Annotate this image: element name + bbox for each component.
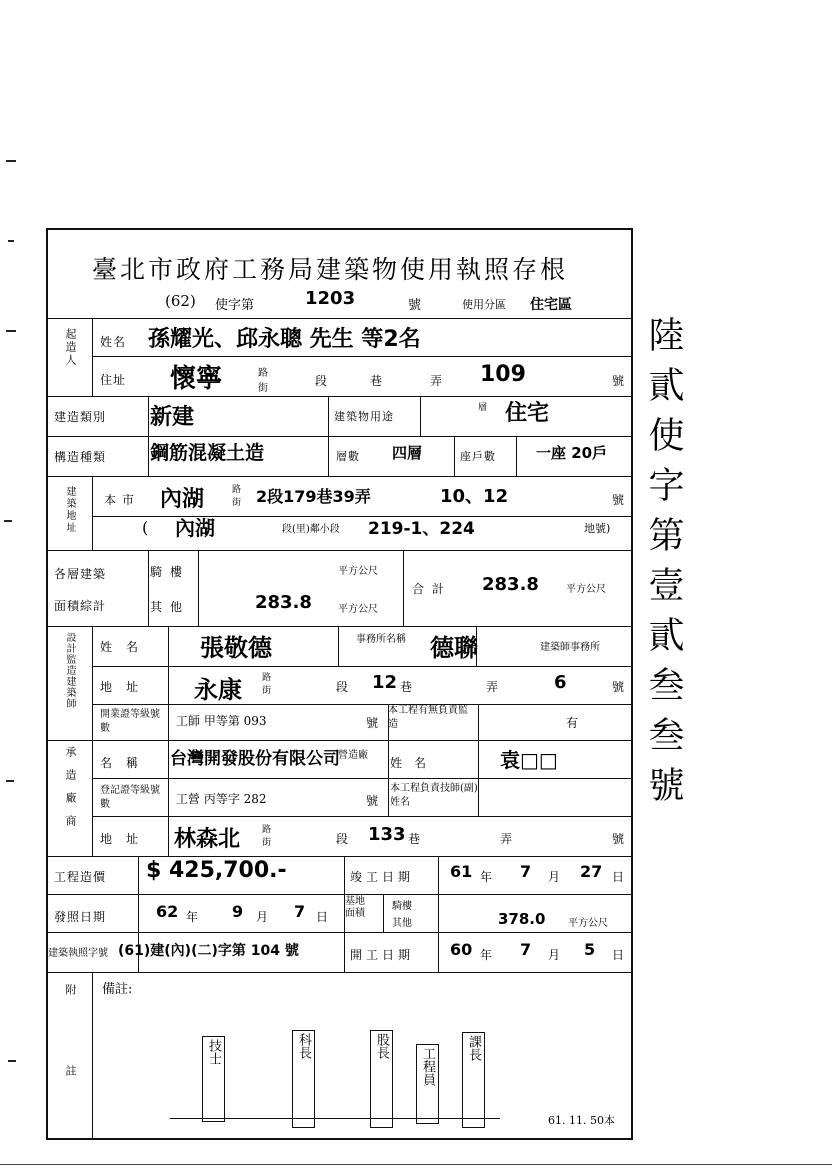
- location-city: 本市: [104, 493, 141, 507]
- applicant-address-unit4: 弄: [430, 374, 443, 388]
- designer-office-label: 事務所名稱: [356, 634, 406, 645]
- applicant-address-unit2: 段: [315, 374, 328, 388]
- contractor-address-road: 林森北: [174, 827, 241, 852]
- issue-month: 9: [232, 902, 244, 921]
- use-label: 建築物用途: [334, 410, 394, 423]
- designer-name-value: 張敬德: [200, 634, 272, 662]
- permit-year: (62): [165, 292, 196, 310]
- applicant-address-unit3: 巷: [370, 374, 383, 388]
- designer-office-suffix: 建築師事務所: [540, 642, 600, 653]
- arcade-unit: 平方公尺: [338, 566, 378, 577]
- contractor-address-unit5: 號: [612, 832, 625, 846]
- start-day-unit: 日: [612, 948, 625, 962]
- use-value: 住宅: [505, 401, 550, 426]
- designer-address-unit1: 路街: [262, 673, 272, 696]
- area-other-label: 其他: [150, 600, 191, 614]
- location-lot-unit: 地號): [584, 522, 611, 535]
- location-lot-label: 段(里)鄰小段: [282, 524, 340, 535]
- site-other-label: 其他: [392, 918, 412, 929]
- floors-label: 層數: [336, 450, 360, 463]
- structure-label: 構造種類: [54, 450, 107, 464]
- location-section-label: 建築地址: [64, 486, 75, 534]
- contractor-tech-label: 本工程負責技師(副)姓名: [390, 783, 478, 808]
- designer-supervise-label: 本工程有無負責監造: [388, 705, 468, 730]
- issue-label: 發照日期: [54, 910, 107, 924]
- signature-stamps: [170, 1030, 520, 1134]
- applicant-address-road: 懷寧: [170, 364, 223, 394]
- applicant-address-label: 住址: [100, 373, 127, 387]
- location-house-no: 10、12: [440, 486, 509, 507]
- completion-label: 竣工日期: [350, 870, 415, 884]
- contractor-name-value: 台灣開發股份有限公司: [170, 749, 340, 769]
- start-year: 60: [450, 940, 473, 959]
- applicant-address-no: 109: [480, 362, 526, 387]
- contractor-address-lane: 133: [368, 824, 406, 845]
- stamp-4: 工程員: [416, 1044, 439, 1124]
- designer-section-label: 設計監造建築師: [64, 632, 75, 709]
- completion-year: 61: [450, 862, 473, 881]
- scan-mark: [8, 1060, 16, 1062]
- permit-number: 1203: [305, 288, 356, 309]
- area-total-label: 合計: [412, 582, 453, 596]
- contractor-address-label: 地址: [100, 832, 153, 846]
- permit-no-label: 建築執照字號: [48, 948, 108, 959]
- contractor-reg-value: 工營 丙等字 282: [176, 792, 267, 806]
- designer-license-label: 開業證等級號數: [100, 709, 160, 734]
- designer-address-label: 地址: [100, 680, 153, 694]
- site-value: 378.0: [498, 910, 546, 928]
- completion-day: 27: [580, 862, 603, 881]
- contractor-person-label: 姓名: [390, 756, 439, 770]
- designer-license-suffix: 號: [366, 716, 379, 730]
- contractor-reg-suffix: 號: [366, 794, 379, 808]
- permit-no-value: (61)建(內)(二)字第 104 號: [118, 943, 299, 959]
- contractor-section-label: 承造廠商: [64, 746, 77, 838]
- contractor-reg-label: 登記證等級號數: [100, 785, 160, 810]
- issue-year-unit: 年: [186, 910, 199, 924]
- category-label: 建造類別: [54, 410, 107, 424]
- floors-value: 四層: [392, 444, 423, 462]
- site-unit: 平方公尺: [568, 918, 608, 929]
- zone-label: 使用分區: [462, 298, 506, 311]
- stamp-3: 股長: [370, 1030, 393, 1128]
- designer-office-value: 德聯: [430, 634, 478, 662]
- area-other-unit: 平方公尺: [338, 604, 378, 615]
- issue-day: 7: [294, 902, 306, 921]
- location-paren: (: [142, 518, 149, 537]
- location-lot-value: 219-1、224: [368, 519, 475, 539]
- designer-license-value: 工師 甲等第 093: [176, 714, 267, 728]
- location-line1: 2段179巷39弄: [256, 487, 371, 506]
- applicant-address-unit1: 路街: [258, 368, 268, 394]
- designer-supervise-value: 有: [566, 716, 579, 730]
- units-value: 一座 20戶: [536, 444, 608, 462]
- location-road: 內湖: [160, 487, 205, 512]
- location-house-unit: 號: [612, 493, 625, 507]
- contractor-address-unit3: 巷: [408, 832, 421, 846]
- area-other-value: 283.8: [255, 592, 312, 613]
- designer-address-unit3: 巷: [400, 680, 413, 694]
- permit-char-label: 使字第: [215, 298, 255, 313]
- issue-month-unit: 月: [256, 910, 269, 924]
- arcade-label: 騎樓: [150, 565, 191, 579]
- scan-mark: [6, 780, 14, 782]
- start-label: 開工日期: [350, 948, 415, 962]
- side-annotation: 陸貳使字第壹貳叁叁號: [643, 316, 684, 816]
- start-day: 5: [584, 940, 596, 959]
- designer-address-lane: 12: [372, 672, 398, 693]
- footer-code: 61. 11. 50本: [548, 1114, 615, 1127]
- scan-mark: [6, 330, 16, 332]
- area-label-1: 各層建築: [54, 567, 107, 581]
- contractor-address-unit4: 弄: [500, 832, 513, 846]
- cost-label: 工程造價: [54, 870, 107, 884]
- issue-day-unit: 日: [316, 910, 329, 924]
- site-arcade-label: 騎樓: [392, 901, 412, 912]
- stamp-1: 技士: [202, 1036, 225, 1122]
- location-district: 內湖: [175, 516, 215, 540]
- stamp-2: 科長: [292, 1030, 315, 1128]
- completion-year-unit: 年: [480, 870, 493, 884]
- start-month-unit: 月: [548, 948, 561, 962]
- area-label-2: 面積綜計: [54, 599, 107, 613]
- completion-month: 7: [520, 862, 532, 881]
- stamp-baseline: [170, 1118, 500, 1119]
- zone-value: 住宅區: [530, 297, 572, 313]
- contractor-name-label: 名稱: [100, 756, 153, 770]
- location-road-unit: 路街: [232, 485, 242, 508]
- scan-mark: [8, 240, 14, 242]
- structure-value: 鋼筋混凝土造: [150, 442, 265, 464]
- designer-address-unit5: 號: [612, 680, 625, 694]
- remark-label: 備註:: [102, 982, 133, 997]
- contractor-name-suffix: 營造廠: [338, 750, 368, 761]
- completion-day-unit: 日: [612, 870, 625, 884]
- cost-value: $ 425,700.-: [146, 858, 287, 883]
- area-total-value: 283.8: [482, 574, 539, 595]
- designer-name-label: 姓名: [100, 640, 153, 654]
- scan-mark: [4, 520, 12, 522]
- applicant-name-value: 孫耀光、邱永聰 先生 等2名: [148, 327, 421, 352]
- designer-address-unit2: 段: [336, 680, 349, 694]
- designer-address-unit4: 弄: [486, 680, 499, 694]
- start-month: 7: [520, 940, 532, 959]
- applicant-section-label: 起造人: [64, 328, 77, 367]
- contractor-person-value: 袁□□: [500, 748, 558, 772]
- issue-year: 62: [156, 902, 179, 921]
- designer-address-no: 6: [554, 672, 567, 693]
- designer-address-road: 永康: [194, 676, 242, 704]
- area-total-unit: 平方公尺: [566, 584, 606, 595]
- contractor-address-unit2: 段: [336, 832, 349, 846]
- applicant-name-label: 姓名: [100, 335, 127, 349]
- use-floor-label: 層: [478, 403, 488, 413]
- applicant-address-unit5: 號: [612, 374, 625, 388]
- site-label: 基地面積: [345, 896, 365, 919]
- category-value: 新建: [150, 405, 195, 430]
- stamp-5: 課長: [462, 1032, 485, 1128]
- permit-number-suffix: 號: [408, 298, 422, 313]
- contractor-address-unit1: 路街: [262, 825, 272, 848]
- units-label: 座戶數: [460, 450, 496, 463]
- form-title: 臺北市政府工務局建築物使用執照存根: [92, 255, 569, 284]
- scan-mark: [6, 160, 16, 162]
- notes-side-label: 附註: [64, 984, 77, 1146]
- bottom-edge: [0, 1164, 832, 1165]
- completion-month-unit: 月: [548, 870, 561, 884]
- start-year-unit: 年: [480, 948, 493, 962]
